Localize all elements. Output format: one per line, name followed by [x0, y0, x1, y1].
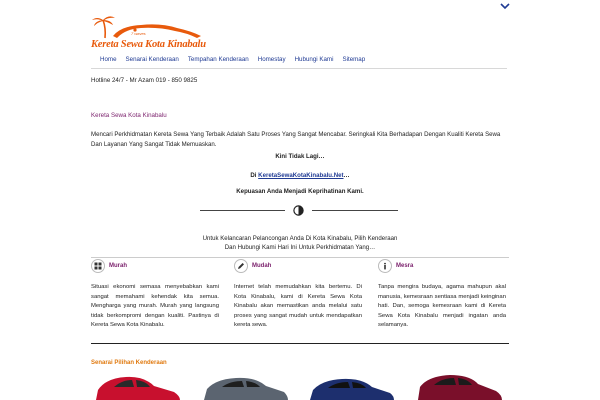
nav-home[interactable]: Home: [100, 56, 117, 63]
main-nav: [91, 55, 370, 65]
selection-tagline-1: Untuk Kelancaran Pelancongan Anda Di Kota Kinabalu, Pilih Kenderaan: [202, 235, 398, 242]
chevron-down-icon[interactable]: [500, 2, 510, 10]
hotline-text: Hotline 24/7 - Mr Azam 019 - 850 9825: [91, 77, 198, 84]
nav-sitemap[interactable]: Sitemap: [342, 56, 366, 63]
pencil-icon: [234, 259, 248, 273]
tagline-di-suffix: …: [343, 172, 350, 179]
contrast-icon: [293, 205, 304, 216]
logo-text: Kereta Sewa Kota Kinabalu: [91, 39, 206, 50]
tagline-kepuasan: Kepuasan Anda Menjadi Keprihatinan Kami.: [236, 188, 364, 195]
nav-tempahan-kenderaan[interactable]: Tempahan Kenderaan: [187, 56, 249, 63]
nav-senarai-kenderaan[interactable]: Senarai Kenderaan: [125, 56, 179, 63]
tagline-di-prefix: Di: [250, 172, 259, 179]
feature-divider: [91, 257, 509, 258]
divider-left: [200, 210, 285, 211]
selection-tagline-2: Dan Hubungi Kami Hari Ini Untuk Perkhidmatan Yang…: [224, 244, 376, 251]
grid-icon: [91, 259, 105, 273]
nav-homestay[interactable]: Homestay: [257, 56, 286, 63]
feature-text: Tanpa mengira budaya, agama mahupun akal manusia, kemesraan sentiasa menjadi keinginan hati. Dan, semoga kemesraan kami di Kereta Sewa Kota Kinabalu menjadi ingatan anda selamanya.: [378, 284, 506, 329]
feature-text: Internet telah memudahkan kita bertemu. Di Kota Kinabalu, kami di Kereta Sewa Kota Kinabalu akan memastikan anda melalui satu proses yang sangat mudah untuk mendapatkan kereta sewa.: [234, 284, 362, 329]
intro-paragraph: Mencari Perkhidmatan Kereta Sewa Yang Terbaik Adalah Satu Proses Yang Sangat Mencabar. Seringkali Kita Berhadapan Dengan Kualiti Kereta Sewa Dan Layanan Yang Sangat Tidak Memuaskan.: [91, 131, 501, 148]
feature-title: Mudah: [252, 263, 272, 269]
selection-tagline: [91, 234, 509, 252]
car-thumbnail[interactable]: [306, 372, 396, 400]
car-thumbnail[interactable]: [200, 372, 290, 400]
divider-right: [312, 210, 398, 211]
tagline-di: [91, 172, 509, 179]
feature-title: Murah: [109, 263, 127, 269]
tagline-kini: Kini Tidak Lagi…: [275, 153, 325, 160]
site-link[interactable]: KeretaSewaKotaKinabalu.Net: [258, 172, 344, 179]
car-thumbnail[interactable]: [414, 372, 504, 400]
site-logo[interactable]: [91, 14, 211, 54]
info-icon: [378, 259, 392, 273]
section-title: Kereta Sewa Kota Kinabalu: [91, 112, 167, 119]
cars-section-title: Senarai Pilihan Kenderaan: [91, 360, 167, 366]
feature-text: Situasi ekonomi semasa menyebabkan kami sangat memahami kehendak kita semua. Mengharga yang murah. Murah yang langsung tidak berkompromi dengan kualiti. Pastinya di Kereta Sewa Kota Kinabalu.: [91, 284, 219, 329]
nav-hubungi-kami[interactable]: Hubungi Kami: [294, 56, 334, 63]
car-thumbnail[interactable]: [92, 372, 182, 400]
nav-divider: [91, 68, 507, 69]
feature-title: Mesra: [396, 263, 414, 269]
content-divider: [91, 343, 509, 344]
logo-tagline: 7 waves: [131, 31, 146, 36]
